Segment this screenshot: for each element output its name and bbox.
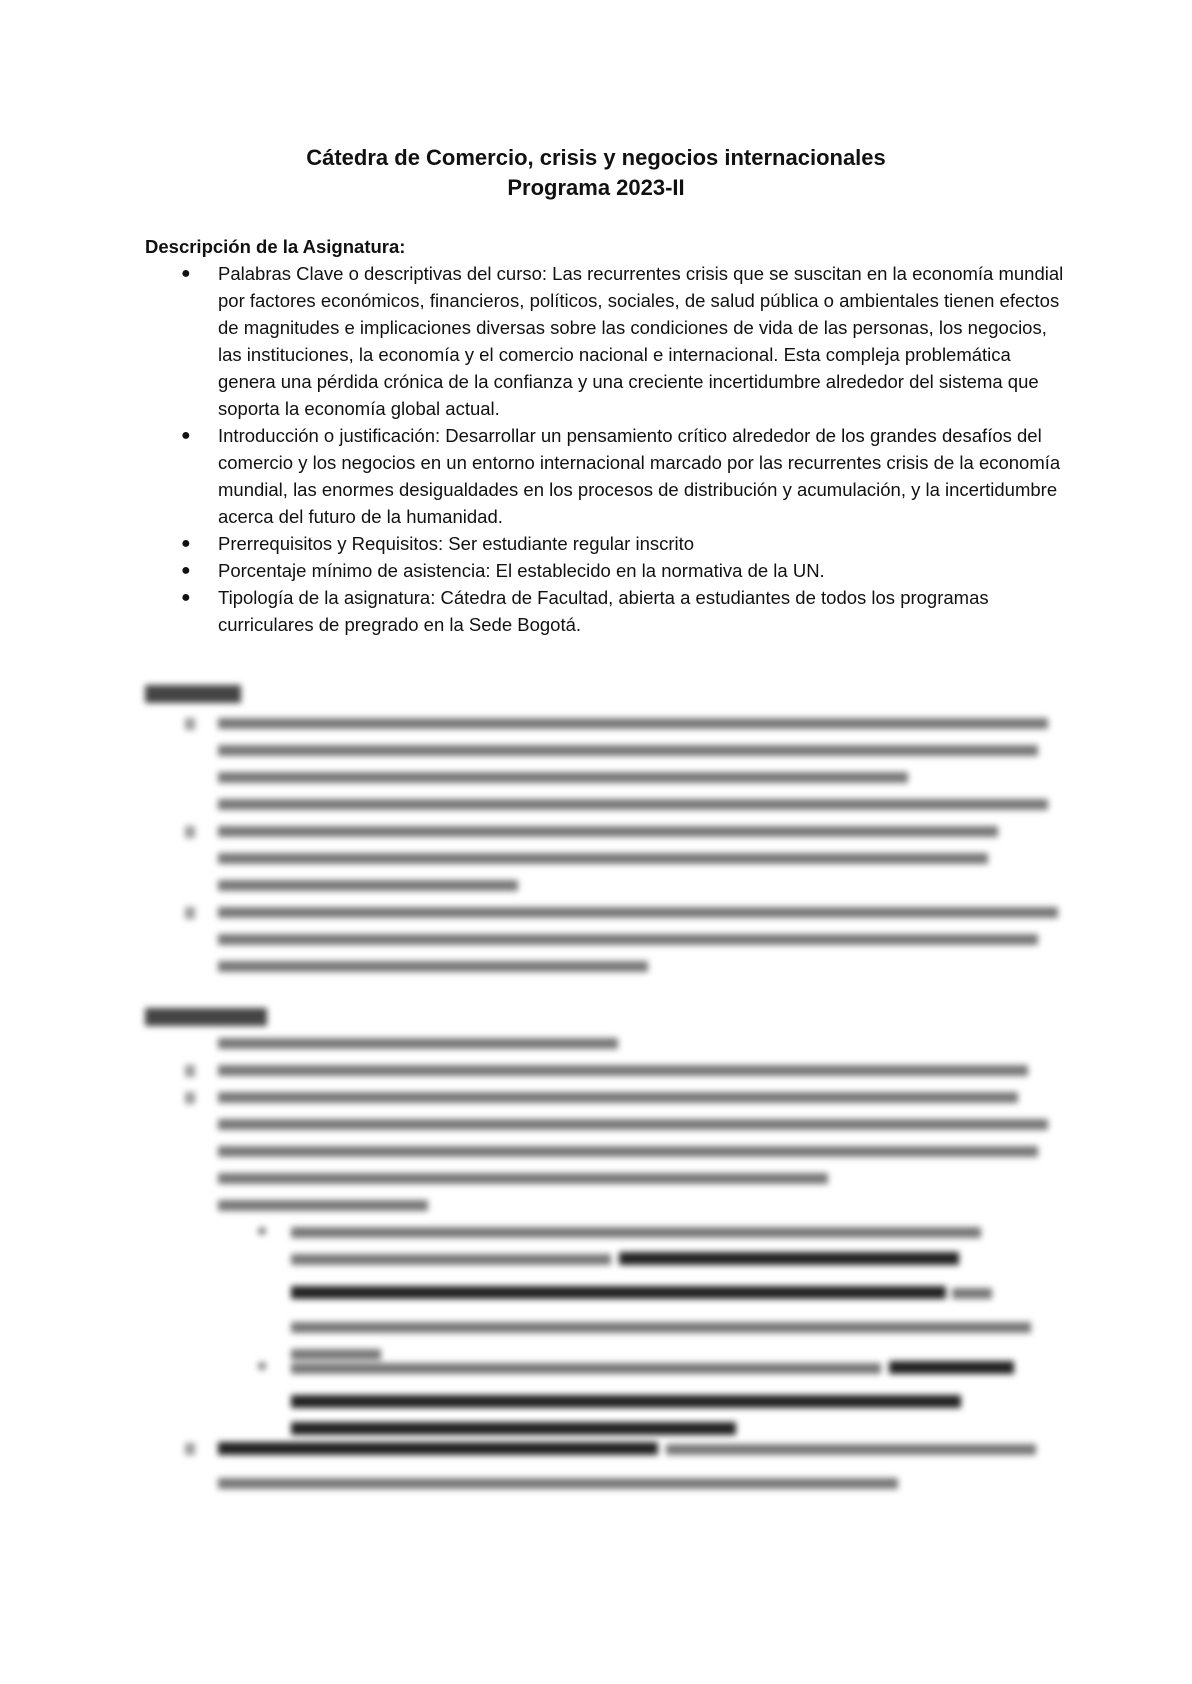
blurred-numbered-item (145, 1057, 1065, 1076)
blurred-sub-item (218, 1219, 1028, 1360)
bullet-icon: ● (181, 265, 191, 282)
blurred-heading (145, 685, 241, 703)
document-title (0, 143, 1192, 203)
bullet-icon: ● (181, 535, 191, 552)
title-line-2: Programa 2023-II (507, 175, 685, 200)
descripcion-item-text: Prerrequisitos y Requisitos: Ser estudiante regular inscrito (218, 533, 695, 554)
blurred-sub-item (218, 1354, 1028, 1435)
bullet-icon: ● (181, 562, 191, 579)
descripcion-item (145, 557, 1065, 584)
descripcion-item (145, 584, 1065, 638)
bullet-icon: ● (181, 427, 191, 444)
title-line-1: Cátedra de Comercio, crisis y negocios internacionales (306, 145, 886, 170)
blurred-heading (145, 1008, 267, 1026)
descripcion-item-text: Porcentaje mínimo de asistencia: El establecido en la normativa de la UN. (218, 560, 825, 581)
descripcion-item-text: Introducción o justificación: Desarrollar un pensamiento crítico alrededor de los grandes desafíos del comercio y los negocios en un entorno internacional marcado por las recurrentes crisis de la economía mundial, las enormes desigualdades en los procesos de distribución y acumulación, y la incertidumbre acerca del futuro de la humanidad. (218, 425, 1061, 527)
descripcion-item-text: Tipología de la asignatura: Cátedra de Facultad, abierta a estudiantes de todos los programas curriculares de pregrado en la Sede Bogotá. (218, 587, 989, 635)
bullet-icon: ● (181, 589, 191, 606)
blurred-numbered-item (145, 899, 1065, 972)
descripcion-item (145, 530, 1065, 557)
descripcion-item-text: Palabras Clave o descriptivas del curso: Las recurrentes crisis que se suscitan en la economía mundial por factores económicos, financieros, políticos, sociales, de salud pública o ambientales tienen efectos de magnitudes e implicaciones diversas sobre las condiciones de vida de las personas, los negocios, las instituciones, la economía y el comercio nacional e internacional. Esta compleja problemática genera una pérdida crónica de la confianza y una creciente incertidumbre alrededor del sistema que soporta la economía global actual. (218, 263, 1064, 419)
blurred-numbered-item (145, 1084, 1065, 1211)
blurred-numbered-item (145, 818, 1065, 891)
descripcion-item (145, 422, 1065, 530)
blurred-numbered-item (145, 1435, 1065, 1489)
descripcion-heading: Descripción de la Asignatura: (145, 236, 406, 257)
descripcion-list (145, 260, 1065, 638)
blurred-numbered-item (145, 710, 1065, 810)
descripcion-item (145, 260, 1065, 422)
